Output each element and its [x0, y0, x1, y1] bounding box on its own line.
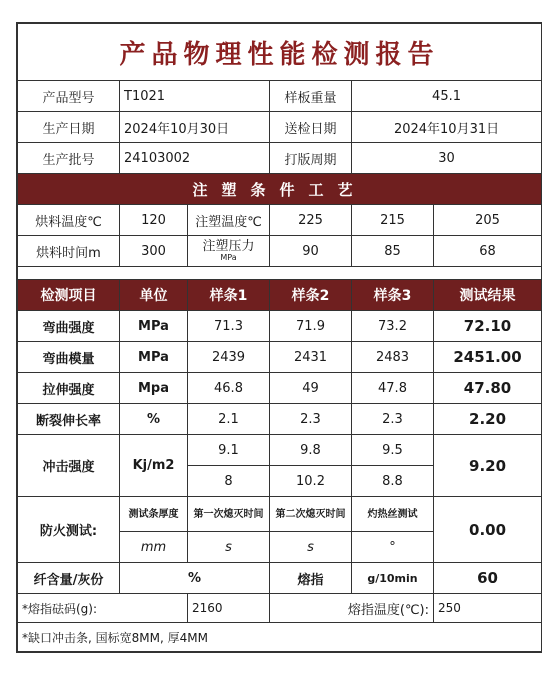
dry-temp-label: 烘料温度℃: [18, 205, 120, 236]
fire-u2: s: [188, 532, 270, 563]
sample-2: 2.3: [270, 404, 352, 435]
sample-2: 2431: [270, 342, 352, 373]
col-header-result: 测试结果: [434, 280, 542, 311]
fiber-result: 60: [434, 563, 542, 594]
footer-note-row: [18, 623, 542, 652]
impact-r1-s2: 9.8: [270, 435, 352, 466]
fire-h3: 第二次熄灭时间: [270, 497, 352, 532]
fire-h1: 测试条厚度: [120, 497, 188, 532]
table-row: [18, 404, 542, 435]
test-result: 2.20: [434, 404, 542, 435]
sample-3: 73.2: [352, 311, 434, 342]
send-date-value: 2024年10月31日: [352, 112, 542, 143]
sample-2: 49: [270, 373, 352, 404]
report-sheet: [16, 22, 542, 653]
test-unit: %: [120, 404, 188, 435]
impact-unit: Kj/m2: [120, 435, 188, 497]
process-band: 注塑条件工艺: [18, 174, 542, 205]
fire-u1: mm: [120, 532, 188, 563]
sample-2: 71.9: [270, 311, 352, 342]
sample-1: 2.1: [188, 404, 270, 435]
test-unit: MPa: [120, 342, 188, 373]
test-name: 弯曲模量: [18, 342, 120, 373]
dry-time-label: 烘料时间m: [18, 236, 120, 267]
sample-1: 71.3: [188, 311, 270, 342]
sample-1: 46.8: [188, 373, 270, 404]
fiber-unit: %: [120, 563, 270, 594]
fiber-name: 纤含量/灰份: [18, 563, 120, 594]
test-name: 拉伸强度: [18, 373, 120, 404]
test-result: 2451.00: [434, 342, 542, 373]
fire-row: [18, 497, 542, 532]
table-row: [18, 311, 542, 342]
test-unit: MPa: [120, 311, 188, 342]
fiber-row: [18, 563, 542, 594]
send-date-label: 送检日期: [270, 112, 352, 143]
dry-temp-value: 120: [120, 205, 188, 236]
fire-name: 防火测试:: [18, 497, 120, 563]
col-header-sample3: 样条3: [352, 280, 434, 311]
footer-weight-label: *熔指砝码(g):: [18, 594, 188, 623]
footer-row: [18, 594, 542, 623]
col-header-item: 检测项目: [18, 280, 120, 311]
inj-press-1: 90: [270, 236, 352, 267]
inj-press-unit: MPa: [220, 252, 237, 262]
spacer-row: [18, 267, 542, 280]
inj-press-label-cell: [188, 236, 270, 267]
fire-h4: 灼热丝测试: [352, 497, 434, 532]
test-name: 断裂伸长率: [18, 404, 120, 435]
impact-name: 冲击强度: [18, 435, 120, 497]
footer-melt-temp-label: 熔指温度(℃):: [270, 594, 434, 623]
prod-date-value: 2024年10月30日: [120, 112, 270, 143]
fire-h2: 第一次熄灭时间: [188, 497, 270, 532]
footer-weight-value: 2160: [188, 594, 270, 623]
impact-r2-s2: 10.2: [270, 466, 352, 497]
batch-label: 生产批号: [18, 143, 120, 174]
report-title: 产品物理性能检测报告: [18, 24, 542, 81]
sample-3: 2483: [352, 342, 434, 373]
col-header-unit: 单位: [120, 280, 188, 311]
col-header-sample1: 样条1: [188, 280, 270, 311]
fire-result: 0.00: [434, 497, 542, 563]
test-unit: Mpa: [120, 373, 188, 404]
inj-press-label: 注塑压力: [202, 238, 255, 254]
weight-value: 45.1: [352, 81, 542, 112]
inj-press-3: 68: [434, 236, 542, 267]
batch-value: 24103002: [120, 143, 270, 174]
footer-note: *缺口冲击条, 国标宽8MM, 厚4MM: [18, 623, 542, 652]
footer-melt-temp-value: 250: [434, 594, 542, 623]
inj-temp-2: 215: [352, 205, 434, 236]
impact-r2-s1: 8: [188, 466, 270, 497]
test-result: 72.10: [434, 311, 542, 342]
model-value: T1021: [120, 81, 270, 112]
impact-result: 9.20: [434, 435, 542, 497]
inj-temp-3: 205: [434, 205, 542, 236]
impact-r1-s1: 9.1: [188, 435, 270, 466]
inj-temp-1: 225: [270, 205, 352, 236]
impact-r2-s3: 8.8: [352, 466, 434, 497]
fire-u3: s: [270, 532, 352, 563]
report-table: [17, 23, 542, 652]
melt-label: 熔指: [270, 563, 352, 594]
sample-3: 47.8: [352, 373, 434, 404]
melt-unit: g/10min: [352, 563, 434, 594]
table-row: [18, 373, 542, 404]
test-name: 弯曲强度: [18, 311, 120, 342]
impact-r1-s3: 9.5: [352, 435, 434, 466]
sample-1: 2439: [188, 342, 270, 373]
cycle-value: 30: [352, 143, 542, 174]
col-header-sample2: 样条2: [270, 280, 352, 311]
sample-3: 2.3: [352, 404, 434, 435]
weight-label: 样板重量: [270, 81, 352, 112]
inj-press-2: 85: [352, 236, 434, 267]
prod-date-label: 生产日期: [18, 112, 120, 143]
inj-temp-label: 注塑温度℃: [188, 205, 270, 236]
cycle-label: 打版周期: [270, 143, 352, 174]
test-result: 47.80: [434, 373, 542, 404]
model-label: 产品型号: [18, 81, 120, 112]
dry-time-value: 300: [120, 236, 188, 267]
impact-row: [18, 435, 542, 466]
table-row: [18, 342, 542, 373]
fire-u4: °: [352, 532, 434, 563]
